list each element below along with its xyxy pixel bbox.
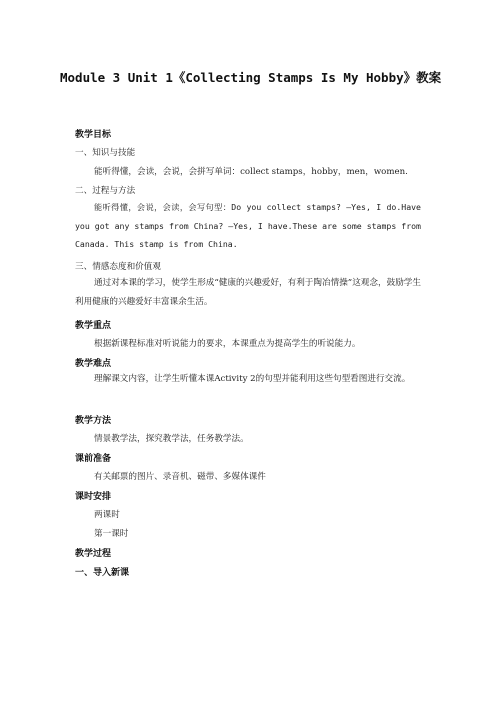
schedule-line-2: 第一课时	[94, 529, 129, 539]
difficulties-text: 理解课文内容，让学生听懂本课Activity 2的句型并能利用这些句型看图进行交流。	[94, 374, 411, 384]
process-heading: 教学过程	[75, 549, 112, 559]
key-points-text: 根据新课程标准对听说能力的要求，本课重点为提高学生的听说能力。	[94, 339, 361, 349]
methods-heading: 教学方法	[75, 416, 112, 426]
goals-section-2-text: 能听得懂，会说，会读，会写句型：Do you collect stamps? –Yes, I do.Have you got any stamps from China? –Yes, I have.These are some stamps from Canada. This stamp is from China.	[75, 202, 421, 249]
schedule-heading: 课时安排	[75, 492, 112, 502]
schedule-line-1: 两课时	[94, 510, 120, 520]
goals-section-1-text: 能听得懂，会读，会说，会拼写单词：collect stamps，hobby，men，women.	[94, 167, 408, 177]
preparation-text: 有关邮票的图片、录音机、磁带、多媒体课件	[94, 472, 266, 482]
preparation-heading: 课前准备	[75, 454, 112, 464]
teaching-goals-heading: 教学目标	[75, 130, 112, 140]
goals-section-3-text: 通过对本课的学习，使学生形成“健康的兴趣爱好，有利于陶冶情操”这观念，鼓励学生利用健康的兴趣爱好丰富课余生活。	[75, 278, 421, 307]
goals-section-3-label: 三、情感态度和价值观	[75, 262, 161, 272]
methods-text: 情景教学法，探究教学法，任务教学法。	[94, 434, 249, 444]
goals-section-1-label: 一、知识与技能	[75, 148, 136, 158]
process-section-1-label: 一、导入新课	[75, 568, 130, 578]
difficulties-heading: 教学难点	[75, 359, 112, 369]
goals-section-2-label: 二、过程与方法	[75, 186, 136, 196]
document-title: Module 3 Unit 1《Collecting Stamps Is My Hobby》教案	[60, 70, 442, 85]
key-points-heading: 教学重点	[75, 321, 112, 331]
